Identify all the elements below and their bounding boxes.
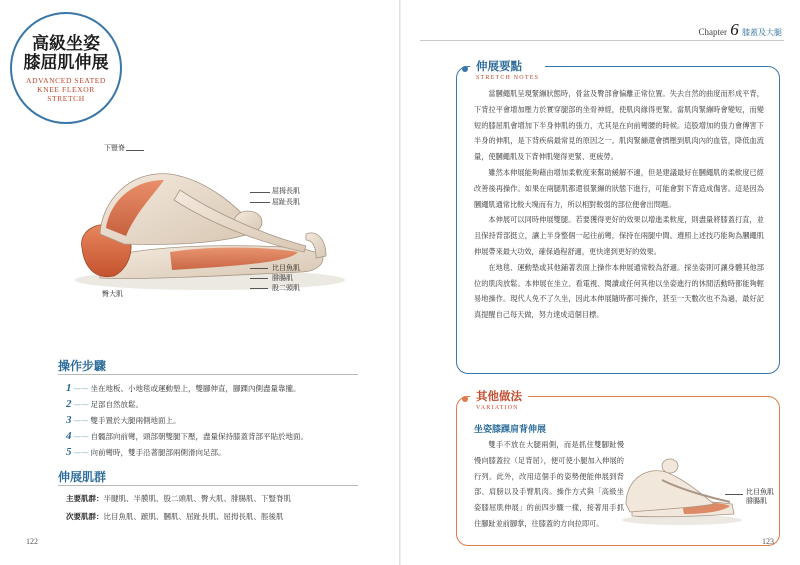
chapter-number: 6 [730, 20, 739, 39]
steps-heading: 操作步驟 [58, 359, 107, 373]
step-text: 雙手置於大腿兩側地面上。 [90, 416, 181, 425]
variation-figure [612, 450, 742, 530]
primary-label: 主要肌群： [66, 494, 104, 503]
step-text: 足部自然放鬆。 [90, 400, 143, 409]
title-zh-line2: 膝屈肌伸展 [23, 53, 109, 73]
page-number-left: 122 [26, 537, 38, 546]
step-number: 2 [66, 398, 72, 410]
step-dash: —— [73, 400, 89, 409]
variation-header [470, 388, 528, 411]
step-dash: —— [73, 448, 89, 457]
primary-muscles: 半腱肌、半膜肌、股二頭肌、臀大肌、腓腸肌、下豎脊肌 [103, 494, 291, 503]
step-item [66, 412, 396, 428]
step-text: 坐在地板、小地毯或運動墊上，雙腳伸直，腳踝內側盡量靠攏。 [90, 384, 301, 393]
step-text: 向前彎時，雙手沿著腿部兩側滑向足部。 [90, 448, 226, 457]
page-gutter [399, 0, 401, 565]
label-gluteus-maximus: 臀大肌 [102, 290, 123, 298]
title-en-line1: ADVANCED SEATED [26, 76, 106, 85]
notes-paragraph: 雖然本伸展能夠藉由增加柔軟度來幫助緩解不適，但是建議最好在膕繩肌的柔軟度已經改善後再操作。如果在兩腿肌都還很緊繃的狀態下進行，可能會對下背造成傷害。這是因為膕繩肌通常比較大塊而有力，所以相對較弱的部位便會出問題。 [474, 167, 764, 209]
step-item [66, 428, 396, 444]
steps-list [66, 380, 396, 460]
stretch-notes-header [470, 58, 545, 81]
leader-erector [126, 150, 144, 151]
steps-rule [58, 374, 358, 375]
chapter-rule [420, 40, 784, 41]
notes-paragraph: 在地毯、運動墊或其他鋪著表面上操作本伸展通常較為舒適。採坐姿則可讓身體其他部位的肌肉放鬆。本伸展在坐立、看電視、閱讀或任何其他以坐姿進行的休閒活動時都能夠輕易地操作。現代人免不了久坐，因此本伸展隨時都可操作，甚至一天數次也不為過，最好記真提醒自己每天做，努力達成這個目標。 [474, 262, 764, 320]
notes-heading: 伸展要點 [476, 59, 522, 73]
muscles-list [66, 490, 291, 526]
leader-soleus [250, 268, 268, 269]
label-soleus: 比目魚肌 [272, 264, 300, 272]
step-number: 4 [66, 430, 72, 442]
step-dash: —— [73, 416, 89, 425]
muscles-heading: 伸展肌群 [58, 470, 107, 484]
muscles-primary [66, 490, 291, 508]
leader-fdl [250, 202, 270, 203]
variation-title: 坐姿膝踝肩背伸展 [474, 425, 547, 435]
step-dash: —— [73, 384, 89, 393]
variation-heading-en: VARIATION [476, 405, 519, 411]
page-number-right: 123 [762, 537, 774, 546]
secondary-label: 次要肌群： [66, 512, 104, 521]
muscles-rule [58, 485, 358, 486]
label-flexor-hallucis: 屈拇長肌 [272, 187, 300, 195]
chapter-title: 膝蓋及大腿 [742, 28, 782, 37]
notes-dot [462, 66, 468, 72]
notes-paragraph: 本伸展可以同時伸展雙腿。若要獲得更好的效果以增進柔軟度，則盡量將膝蓋打直，並且保持背部挺立，讓上半身整個一起往前彎，保持在兩腿中間。遵照上述技巧能夠為膕繩肌伸展帶來最大功效，確保過程舒適，更快達到更好的效果。 [474, 215, 764, 256]
leader-fhl [250, 192, 270, 193]
variation-leader [725, 494, 743, 495]
leader-biceps [250, 288, 268, 289]
title-en-line2: KNEE FLEXOR [37, 85, 95, 94]
chapter-header [699, 20, 783, 40]
notes-paragraph: 當膕繩肌呈現緊繃狀態時，骨盆及臀部會偏離正常位置。失去自然的曲度而形成平背，下背拉平會增加壓力於實穿腿部的坐骨神經，使肌肉緣得更緊。當肌肉緊繃時會變短，而變短的膝屈肌會增加下半身伸肌的張力，尤其是在向前彎腰的時候。這股增加的張力會傳害下半身的伸肌，是下背疾病最常見的原因之一。肌肉緊繃還會擠壓到肌肉內的血管，降低血流量，使膕繩肌及下背伸肌變得更緊、更疲勞。 [474, 89, 764, 162]
step-text: 自髖部向前彎，頭部朝雙腿下壓，盡量保持膝蓋背部平貼於地面。 [90, 432, 308, 441]
muscles-secondary [66, 508, 291, 526]
title-en [12, 76, 120, 103]
step-dash: —— [73, 432, 89, 441]
variation-heading: 其他做法 [476, 389, 522, 403]
variation-illustration [612, 450, 742, 530]
leader-gastroc [250, 278, 268, 279]
label-flexor-digitorum: 屈趾長肌 [272, 198, 300, 206]
step-number: 3 [66, 414, 72, 426]
label-gastrocnemius: 腓腸肌 [272, 274, 293, 282]
step-number: 1 [66, 382, 72, 394]
label-biceps-femoris: 股二頭肌 [272, 284, 300, 292]
chapter-prefix: Chapter [698, 27, 727, 37]
variation-dot [462, 396, 468, 402]
variation-text [474, 437, 624, 532]
stretch-notes-text [474, 86, 764, 323]
anatomy-figure [60, 130, 350, 310]
variation-paragraph: 雙手不放在大腿兩側，而是抓住雙腳趾慢慢向膝蓋拉（足背屈），便可使小腿加入伸展的行列。此外，改用這個手的姿勢便能伸展到背部、肩膀以及手臂肌肉。操作方式與「高級坐姿膝屈肌伸展」的前四步驟一樣，接著用手抓住腳趾並前腳掌，往膝蓋的方向拉即可。 [474, 440, 624, 528]
step-item [66, 380, 396, 396]
notes-heading-en: STRETCH NOTES [476, 75, 540, 81]
step-item [66, 396, 396, 412]
title-zh-line1: 高級坐姿 [32, 34, 100, 54]
title-en-line3: STRETCH [47, 94, 85, 103]
step-item [66, 444, 396, 460]
variation-label: 比目魚肌 腓腸肌 [746, 488, 774, 505]
secondary-muscles: 比目魚肌、蹠肌、膕肌、屈趾長肌、屈拇長肌、脛後肌 [103, 512, 284, 521]
label-lower-erector: 下豎脊 [104, 144, 125, 152]
step-number: 5 [66, 446, 72, 458]
title-badge [10, 12, 122, 124]
seated-stretch-illustration [60, 130, 350, 310]
